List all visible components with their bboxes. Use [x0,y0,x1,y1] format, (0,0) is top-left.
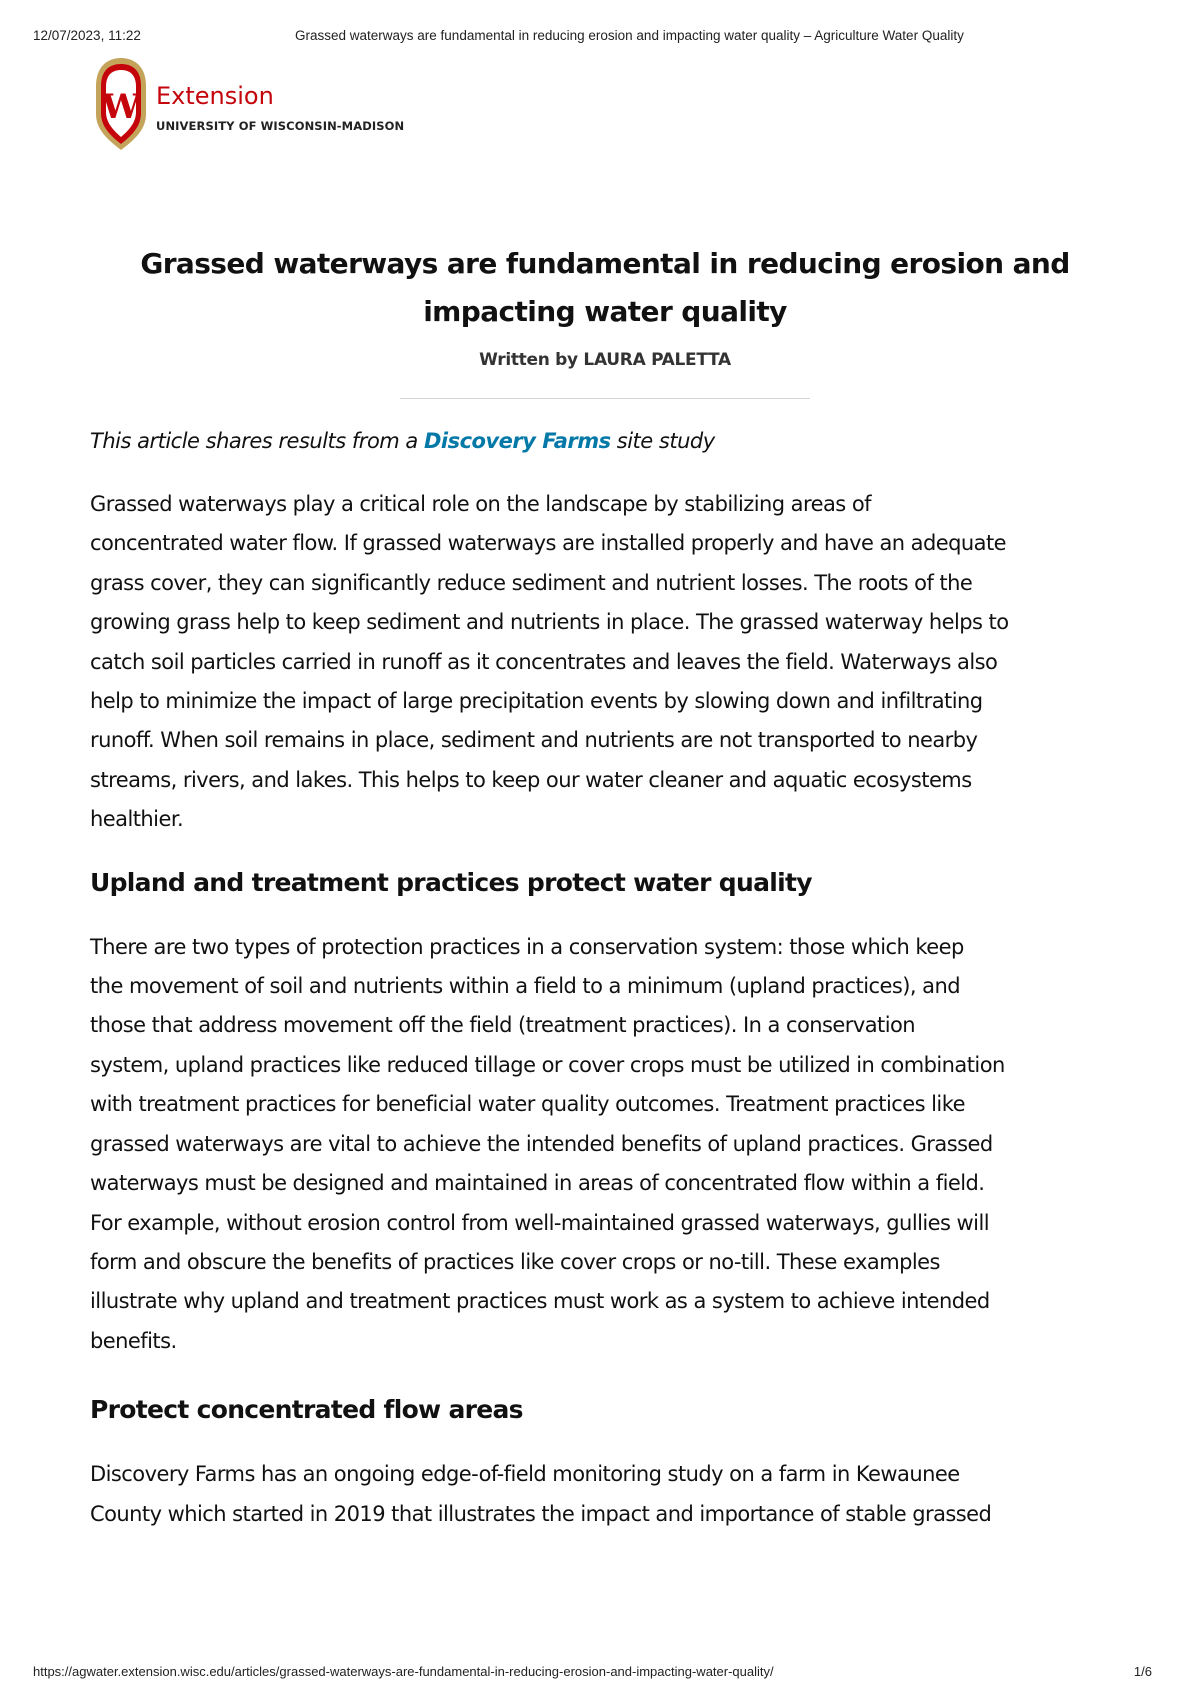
intro-text: This article shares results from a [90,429,424,453]
text-line: streams, rivers, and lakes. This helps to keep our water cleaner and aquatic ecosystems [90,767,972,792]
text-line: grassed waterways are vital to achieve the intended benefits of upland practices. Grassed [90,1131,993,1156]
text-line: concentrated water flow. If grassed waterways are installed properly and have an adequate [90,531,1007,556]
text-line: County which started in 2019 that illustrates the impact and importance of stable grassed [90,1501,992,1526]
byline: Written by LAURA PALETTA [479,350,731,370]
text-line: benefits. [90,1328,177,1353]
extension-wordmark: Extension [156,82,274,110]
text-line: growing grass help to keep sediment and nutrients in place. The grassed waterway helps to [90,610,1009,635]
divider [400,398,810,399]
text-line: the movement of soil and nutrients within a field to a minimum (upland practices), and [90,974,961,999]
intro-text: site study [610,429,715,453]
text-line: healthier. [90,807,184,832]
text-line: Discovery Farms has an ongoing edge-of-field monitoring study on a farm in Kewaunee [90,1462,960,1487]
section-heading-upland: Upland and treatment practices protect water quality [90,867,812,897]
article-title-line: impacting water quality [423,295,787,328]
intro-note [90,429,1120,453]
extension-logo[interactable] [90,56,430,152]
discovery-farms-link[interactable]: Discovery Farms [423,429,611,453]
text-line: grass cover, they can significantly reduce sediment and nutrient losses. The roots of the [90,570,973,595]
text-line: those that address movement off the field (treatment practices). In a conservation [90,1013,916,1038]
text-line: Grassed waterways play a critical role on the landscape by stabilizing areas of [90,492,871,516]
text-line: form and obscure the benefits of practices like cover crops or no-till. These examples [90,1249,940,1274]
university-name: UNIVERSITY OF WISCONSIN-MADISON [156,119,405,133]
article-title-line: Grassed waterways are fundamental in reducing erosion and [140,247,1070,280]
paragraph-2 [90,928,1120,1361]
text-line: waterways must be designed and maintained in areas of concentrated flow within a field. [90,1171,985,1196]
paragraph-3 [90,1455,1120,1534]
text-line: For example, without erosion control from well-maintained grassed waterways, gullies will [90,1210,990,1235]
svg-text:W: W [101,87,141,127]
print-date: 12/07/2023, 11:22 [33,28,141,43]
text-line: with treatment practices for beneficial water quality outcomes. Treatment practices like [90,1092,965,1117]
text-line: help to minimize the impact of large precipitation events by slowing down and infiltrating [90,689,983,714]
text-line: There are two types of protection practices in a conservation system: those which keep [90,934,964,959]
text-line: catch soil particles carried in runoff as it concentrates and leaves the field. Waterways also [90,649,998,674]
text-line: system, upland practices like reduced tillage or cover crops must be utilized in combination [90,1052,1005,1077]
uw-crest-icon [90,56,152,152]
page-number: 1/6 [1133,1664,1152,1679]
section-heading-concentrated-flow: Protect concentrated flow areas [90,1395,523,1425]
text-line: runoff. When soil remains in place, sediment and nutrients are not transported to nearby [90,728,978,753]
article [90,240,1120,1534]
paragraph-1 [90,485,1120,840]
print-doc-title: Grassed waterways are fundamental in reducing erosion and impacting water quality – Agriculture Water Quality [295,28,964,43]
print-header [0,28,1200,50]
print-footer [0,1664,1200,1686]
text-line: illustrate why upland and treatment practices must work as a system to achieve intended [90,1289,990,1314]
print-url: https://agwater.extension.wisc.edu/articles/grassed-waterways-are-fundamental-in-reducing-erosion-and-impacting-water-quality/ [33,1664,774,1679]
article-title [90,240,1120,336]
